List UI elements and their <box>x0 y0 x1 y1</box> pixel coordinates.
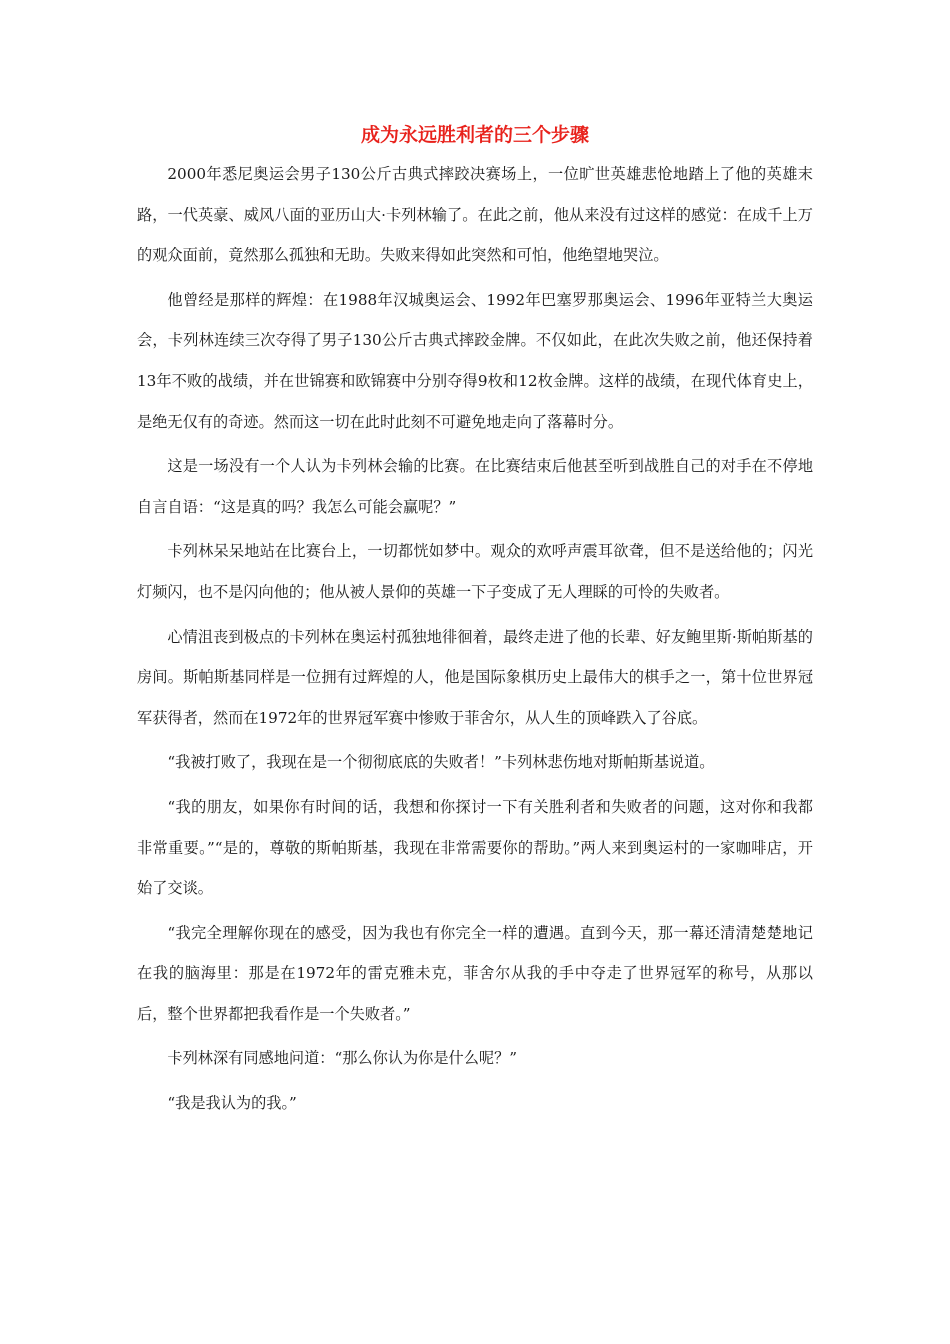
paragraph: 2000年悉尼奥运会男子130公斤古典式摔跤决赛场上，一位旷世英雄悲怆地踏上了他的英雄末路，一代英豪、威风八面的亚历山大·卡列林输了。在此之前，他从来没有过这样的感觉：在成千上万的观众面前，竟然那么孤独和无助。失败来得如此突然和可怕，他绝望地哭泣。 <box>137 165 813 265</box>
paragraph: “我的朋友，如果你有时间的话，我想和你探讨一下有关胜利者和失败者的问题，这对你和我都非常重要。”“是的，尊敬的斯帕斯基，我现在非常需要你的帮助。”两人来到奥运村的一家咖啡店，开始了交谈。 <box>137 797 813 898</box>
paragraph: “我是我认为的我。” <box>167 1094 297 1113</box>
document-title: 成为永远胜利者的三个步骤 <box>360 124 589 146</box>
paragraph: 心情沮丧到极点的卡列林在奥运村孤独地徘徊着，最终走进了他的长辈、好友鲍里斯·斯帕斯基的房间。斯帕斯基同样是一位拥有过辉煌的人，他是国际象棋历史上最伟大的棋手之一，第十位世界冠军获得者，然而在1972年的世界冠军赛中惨败于菲舍尔，从人生的顶峰跌入了谷底。 <box>137 627 813 727</box>
document-body <box>137 120 813 1128</box>
paragraph: 他曾经是那样的辉煌：在1988年汉城奥运会、1992年巴塞罗那奥运会、1996年亚特兰大奥运会，卡列林连续三次夺得了男子130公斤古典式摔跤金牌。不仅如此，在此次失败之前，他还保持着13年不败的战绩，并在世锦赛和欧锦赛中分别夺得9枚和12枚金牌。这样的战绩，在现代体育史上，是绝无仅有的奇迹。然而这一切在此时此刻不可避免地走向了落幕时分。 <box>137 290 813 431</box>
paragraph: “我被打败了，我现在是一个彻彻底底的失败者！”卡列林悲伤地对斯帕斯基说道。 <box>167 753 715 772</box>
paragraph: “我完全理解你现在的感受，因为我也有你完全一样的遭遇。直到今天，那一幕还清清楚楚地记在我的脑海里：那是在1972年的雷克雅未克，菲舍尔从我的手中夺走了世界冠军的称号，从那以后，整个世界都把我看作是一个失败者。” <box>137 923 813 1023</box>
paragraph: 卡列林深有同感地问道：“那么你认为你是什么呢？” <box>167 1049 518 1068</box>
paragraph: 这是一场没有一个人认为卡列林会输的比赛。在比赛结束后他甚至听到战胜自己的对手在不停地自言自语：“这是真的吗？我怎么可能会赢呢？” <box>137 457 813 516</box>
paragraph: 卡列林呆呆地站在比赛台上，一切都恍如梦中。观众的欢呼声震耳欲聋，但不是送给他的；闪光灯频闪，也不是闪向他的；他从被人景仰的英雄一下子变成了无人理睬的可怜的失败者。 <box>137 542 813 601</box>
